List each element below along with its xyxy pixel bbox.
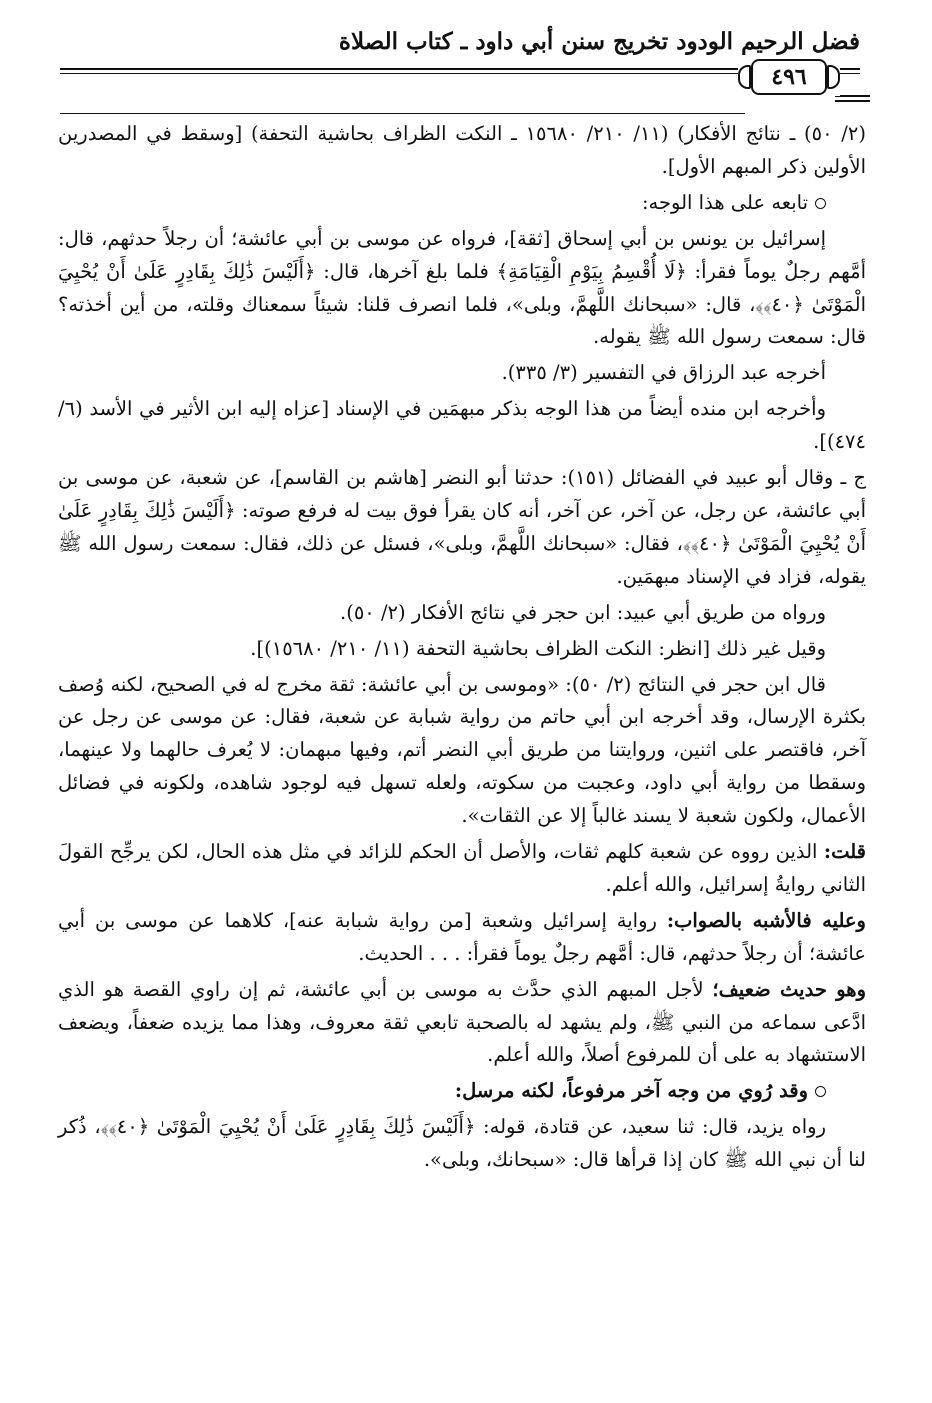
paragraph-14: رواه يزيد، قال: ثنا سعيد، عن قتادة، قوله: ﴿أَلَيْسَ ذَٰلِكَ بِقَادِرٍ عَلَىٰ أَنْ يُحْيِيَ الْمَوْتَىٰ ﴿٤٠﴾﴾، ذُكر لنا أن نبي الله ﷺ كان إذا قرأها قال: «سبحانك، وبلى». (58, 1115, 866, 1172)
paragraph-9: قال ابن حجر في النتائج (٢/ ٥٠): «وموسى بن أبي عائشة: ثقة مخرج له في الصحيح، لكنه وُصف بكثرة الإرسال، وقد أخرجه ابن أبي حاتم من رواية شبابة عن شعبة، فقال: عن موسى عن رجل عن آخر، فاقتصر على اثنين، وروايتنا من طريق أبي النضر أتم، وفيها مبهمان: لا يُعرف حالهما ولا عينهما، وسقطا من رواية أبي داود، وعجبت من سكوته، ولعله تسهل فيه لوجود شاهده، ولكونه في فضائل الأعمال، ولكون شعبة لا يسند غالباً إلا عن الثقات». (58, 672, 866, 828)
badge-left-cap (738, 65, 751, 89)
paragraph-1: (٢/ ٥٠) ـ نتائج الأفكار) (١١/ ٢١٠/ ١٥٦٨٠ ـ النكت الظراف بحاشية التحفة) [وسقط في المصدرين الأولين ذكر المبهم الأول]. (58, 122, 866, 178)
paragraph-12-lead: وهو حديث ضعيف؛ (712, 977, 867, 1001)
paragraph-13 (58, 1075, 866, 1108)
page-number: ٤٩٦ (751, 59, 828, 95)
paragraph-8: وقيل غير ذلك [انظر: النكت الظراف بحاشية التحفة (١١/ ٢١٠/ ١٥٦٨٠)]. (250, 636, 826, 660)
paragraph-4: أخرجه عبد الرزاق في التفسير (٣/ ٣٣٥). (501, 361, 826, 385)
paragraph-13-text: وقد رُوي من وجه آخر مرفوعاً، لكنه مرسل: (454, 1079, 808, 1103)
paragraph-7: ورواه من طريق أبي عبيد: ابن حجر في نتائج الأفكار (٢/ ٥٠). (340, 600, 826, 624)
paragraph-11-lead: وعليه فالأشبه بالصواب: (666, 908, 866, 932)
paragraph-3: إسرائيل بن يونس بن أبي إسحاق [ثقة]، فرواه عن موسى بن أبي عائشة؛ أن رجلاً حدثهم، قال: أمَّهم رجلٌ يوماً فقرأ: ﴿لَا أُقْسِمُ بِيَوْمِ الْقِيَامَةِ﴾ فلما بلغ آخرها، قال: ﴿أَلَيْسَ ذَٰلِكَ بِقَادِرٍ عَلَىٰ أَنْ يُحْيِيَ الْمَوْتَىٰ ﴿٤٠﴾﴾، قال: «سبحانك اللَّهمَّ، وبلى»، فلما انصرف قلنا: شيئاً سمعناك وقلته، من أين أخذته؟ قال: سمعت رسول الله ﷺ يقوله. (58, 226, 866, 349)
header-rule-bottom (60, 113, 745, 114)
badge-right-cap (827, 65, 840, 89)
bullet-icon (815, 1086, 826, 1097)
paragraph-12-text: لأجل المبهم الذي حدَّث به موسى بن أبي عائشة، ثم إن راوي القصة هو الذي ادَّعى سماعه من النبي ﷺ، ولم يشهد له بالصحبة تابعي ثقة معروف، وهذا مما يزيده ضعفاً، ويضعف الاستشهاد به على أن للمرفوع أصلاً، والله أعلم. (58, 977, 866, 1067)
paragraph-2 (58, 187, 866, 220)
paragraph-12 (58, 974, 866, 1073)
paragraph-5: وأخرجه ابن منده أيضاً من هذا الوجه بذكر مبهمَين في الإسناد [عزاه إليه ابن الأثير في الأسد (٦/ ٤٧٤)]. (58, 397, 866, 454)
page-number-badge (738, 58, 840, 96)
bullet-icon (815, 198, 826, 209)
paragraph-10-lead: قلت: (823, 840, 866, 864)
paragraph-2-text: تابعه على هذا الوجه: (641, 190, 808, 214)
paragraph-10 (58, 836, 866, 902)
page-header (60, 20, 860, 120)
paragraph-11 (58, 905, 866, 971)
paragraph-11-text: رواية إسرائيل وشعبة [من رواية شبابة عنه]، كلاهما عن موسى بن أبي عائشة؛ أن رجلاً حدثهم، قال: أمَّهم رجلٌ يوماً فقرأ: . . . الحديث. (58, 908, 866, 965)
paragraph-10-text: الذين رووه عن شعبة كلهم ثقات، والأصل أن الحكم للزائد في مثل هذه الحال، لكن يرجِّح القولَ الثاني روايةُ إسرائيل، والله أعلم. (58, 840, 866, 896)
header-rule-right (835, 95, 870, 97)
header-rule-right-2 (835, 100, 870, 102)
paragraph-6: ج ـ وقال أبو عبيد في الفضائل (١٥١): حدثنا أبو النضر [هاشم بن القاسم]، عن شعبة، عن موسى بن أبي عائشة، عن رجل، عن آخر، عن آخر، أنه كان يقرأ فوق بيت له فرفع صوته: ﴿أَلَيْسَ ذَٰلِكَ بِقَادِرٍ عَلَىٰ أَنْ يُحْيِيَ الْمَوْتَىٰ ﴿٤٠﴾﴾، فقال: «سبحانك اللَّهمَّ، وبلى»، فسئل عن ذلك، فقال: سمعت رسول الله ﷺ يقوله، فزاد في الإسناد مبهمَين. (58, 466, 866, 588)
main-text (58, 118, 866, 1180)
running-title: فضل الرحيم الودود تخريج سنن أبي داود ـ كتاب الصلاة (338, 28, 860, 55)
